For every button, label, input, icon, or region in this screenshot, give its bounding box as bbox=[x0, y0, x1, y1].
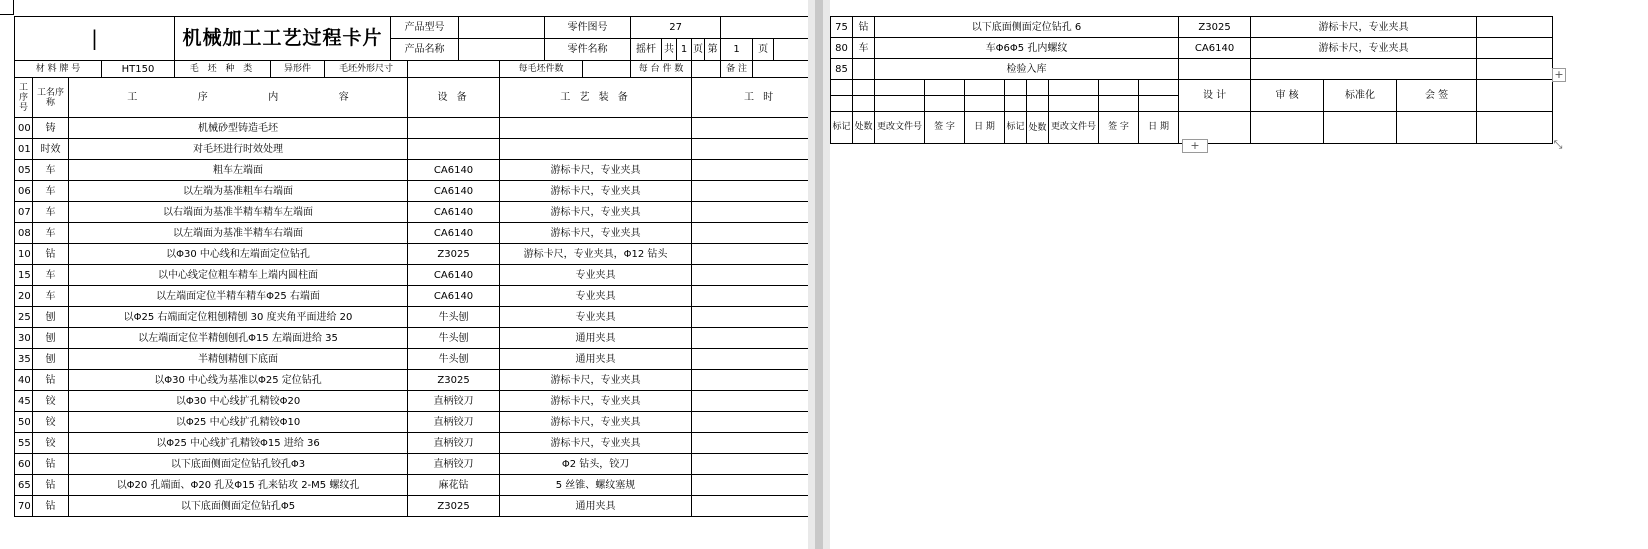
operation-equipment[interactable]: Z3025 bbox=[408, 244, 500, 265]
revision-cell[interactable] bbox=[1005, 80, 1027, 96]
revision-mark-header: 标记 bbox=[831, 112, 853, 144]
countersign-sign-cell[interactable] bbox=[1397, 112, 1477, 144]
revision-count-header: 处数 bbox=[853, 112, 875, 144]
countersign-label: 会 签 bbox=[1397, 80, 1477, 112]
operation-no[interactable]: 65 bbox=[15, 475, 33, 496]
revision-cell[interactable] bbox=[1005, 96, 1027, 112]
revision-cell[interactable] bbox=[1099, 80, 1139, 96]
standardize-label: 标准化 bbox=[1324, 80, 1397, 112]
product-name-label: 产品名称 bbox=[391, 39, 459, 61]
gutter-bar bbox=[815, 0, 823, 549]
op-name-header: 工名序称 bbox=[33, 78, 69, 118]
design-label: 设 计 bbox=[1179, 80, 1251, 112]
operation-no[interactable]: 60 bbox=[15, 454, 33, 475]
card-title: 机械加工工艺过程卡片 bbox=[175, 17, 391, 61]
revision-count-header: 处数 bbox=[1027, 112, 1049, 144]
revision-sign-header: 签 字 bbox=[925, 112, 965, 144]
operation-name[interactable]: 铰 bbox=[33, 412, 69, 433]
operation-tooling[interactable]: 游标卡尺，专业夹具 bbox=[500, 181, 692, 202]
operation-row bbox=[15, 223, 829, 244]
revision-sign-header: 签 字 bbox=[1099, 112, 1139, 144]
operation-row bbox=[831, 59, 1553, 80]
part-name-value[interactable]: 摇杆 bbox=[631, 39, 662, 61]
pieces-per-unit-label: 每 台 件 数 bbox=[631, 61, 692, 78]
product-model-label: 产品型号 bbox=[391, 17, 459, 39]
operation-name[interactable]: 钻 bbox=[33, 454, 69, 475]
operation-tooling[interactable]: 专业夹具 bbox=[500, 286, 692, 307]
operation-row bbox=[15, 475, 829, 496]
blank-type-value[interactable]: 异形件 bbox=[271, 61, 325, 78]
document-page-1 bbox=[0, 0, 808, 549]
operation-equipment[interactable]: 直柄铰刀 bbox=[408, 391, 500, 412]
process-card-continuation-table bbox=[830, 16, 1553, 144]
revision-cell[interactable] bbox=[853, 80, 875, 96]
operation-name[interactable]: 车 bbox=[853, 38, 875, 59]
operation-equipment[interactable]: Z3025 bbox=[1179, 17, 1251, 38]
material-label: 材 料 牌 号 bbox=[15, 61, 102, 78]
operation-row bbox=[15, 265, 829, 286]
revision-cell[interactable] bbox=[925, 80, 965, 96]
operation-equipment[interactable] bbox=[408, 139, 500, 160]
operation-equipment[interactable] bbox=[1179, 59, 1251, 80]
operation-tooling[interactable]: 通用夹具 bbox=[500, 496, 692, 517]
operation-name[interactable]: 时效 bbox=[33, 139, 69, 160]
operation-no[interactable]: 01 bbox=[15, 139, 33, 160]
revision-date-header: 日 期 bbox=[965, 112, 1005, 144]
operation-tooling[interactable]: 游标卡尺，专业夹具，Φ12 钻头 bbox=[500, 244, 692, 265]
revision-cell[interactable] bbox=[831, 96, 853, 112]
operation-tooling[interactable]: 5 丝锥、螺纹塞规 bbox=[500, 475, 692, 496]
page-unit: 页 bbox=[692, 39, 705, 61]
pieces-per-blank-label: 每毛坯件数 bbox=[500, 61, 583, 78]
revision-cell[interactable] bbox=[1027, 80, 1049, 96]
operation-tooling[interactable]: 游标卡尺，专业夹具 bbox=[500, 160, 692, 181]
operation-no[interactable]: 06 bbox=[15, 181, 33, 202]
revision-cell[interactable] bbox=[965, 96, 1005, 112]
revision-cell[interactable] bbox=[1049, 96, 1099, 112]
content-header-char: 内 bbox=[268, 92, 279, 103]
standardize-sign-cell[interactable] bbox=[1324, 112, 1397, 144]
tooling-header: 工 艺 装 备 bbox=[500, 78, 692, 118]
process-card-table bbox=[14, 16, 829, 517]
operation-row bbox=[15, 139, 829, 160]
operation-content[interactable]: 以Φ25 中心线扩孔精铰Φ15 进给 36 bbox=[69, 433, 408, 454]
operation-equipment[interactable]: CA6140 bbox=[408, 223, 500, 244]
operation-equipment[interactable]: 直柄铰刀 bbox=[408, 412, 500, 433]
operation-content[interactable]: 以下底面侧面定位钻孔 6 bbox=[875, 17, 1179, 38]
operation-name[interactable]: 刨 bbox=[33, 328, 69, 349]
operation-no[interactable]: 25 bbox=[15, 307, 33, 328]
remarks-label: 备 注 bbox=[721, 61, 753, 78]
operation-name[interactable]: 车 bbox=[33, 160, 69, 181]
operation-tooling[interactable]: 通用夹具 bbox=[500, 349, 692, 370]
operation-tooling[interactable]: 游标卡尺，专业夹具 bbox=[500, 202, 692, 223]
operation-tooling[interactable]: 游标卡尺，专业夹具 bbox=[500, 412, 692, 433]
operation-no[interactable]: 55 bbox=[15, 433, 33, 454]
review-sign-cell[interactable] bbox=[1251, 112, 1324, 144]
revision-cell[interactable] bbox=[965, 80, 1005, 96]
operation-tooling[interactable]: 游标卡尺，专业夹具 bbox=[1251, 17, 1477, 38]
operation-no[interactable]: 08 bbox=[15, 223, 33, 244]
operation-content[interactable]: 车Φ6Φ5 孔内螺纹 bbox=[875, 38, 1179, 59]
operation-no[interactable]: 07 bbox=[15, 202, 33, 223]
operation-row bbox=[15, 160, 829, 181]
operation-row bbox=[15, 286, 829, 307]
operation-content[interactable]: 以下底面侧面定位钻孔Φ5 bbox=[69, 496, 408, 517]
operation-no[interactable]: 45 bbox=[15, 391, 33, 412]
pieces-per-blank-value[interactable] bbox=[583, 61, 631, 78]
operation-tooling[interactable]: 通用夹具 bbox=[500, 328, 692, 349]
operation-no[interactable]: 10 bbox=[15, 244, 33, 265]
operation-tooling[interactable]: 游标卡尺，专业夹具 bbox=[500, 391, 692, 412]
signoff-blank bbox=[1477, 80, 1553, 112]
operation-equipment[interactable]: CA6140 bbox=[1179, 38, 1251, 59]
operation-no[interactable]: 75 bbox=[831, 17, 853, 38]
page-gutter bbox=[808, 0, 830, 549]
operation-no[interactable]: 40 bbox=[15, 370, 33, 391]
operation-content[interactable]: 半精刨精刨下底面 bbox=[69, 349, 408, 370]
operation-equipment[interactable]: 牛头刨 bbox=[408, 349, 500, 370]
operation-row bbox=[15, 454, 829, 475]
operation-row bbox=[15, 118, 829, 139]
operation-content[interactable]: 以左端为基准粗车右端面 bbox=[69, 181, 408, 202]
part-name-label: 零件名称 bbox=[545, 39, 631, 61]
current-page-value[interactable]: 1 bbox=[721, 39, 753, 61]
operations-continuation-body bbox=[831, 17, 1553, 80]
content-header-char: 序 bbox=[197, 92, 208, 103]
operation-content[interactable]: 以Φ30 中心线和左端面定位钻孔 bbox=[69, 244, 408, 265]
operation-name[interactable]: 车 bbox=[33, 265, 69, 286]
operation-row bbox=[15, 349, 829, 370]
operation-content[interactable]: 以Φ30 中心线为基准以Φ25 定位钻孔 bbox=[69, 370, 408, 391]
revision-cell[interactable] bbox=[1027, 96, 1049, 112]
operation-content[interactable]: 以Φ30 中心线扩孔精铰Φ20 bbox=[69, 391, 408, 412]
content-header-char: 工 bbox=[127, 92, 138, 103]
operation-time[interactable] bbox=[1477, 38, 1553, 59]
revision-cell[interactable] bbox=[1139, 96, 1179, 112]
operation-tooling[interactable]: 游标卡尺，专业夹具 bbox=[500, 370, 692, 391]
operation-tooling[interactable] bbox=[500, 118, 692, 139]
operation-equipment[interactable]: 牛头刨 bbox=[408, 307, 500, 328]
operation-name[interactable]: 钻 bbox=[33, 244, 69, 265]
operation-equipment[interactable]: CA6140 bbox=[408, 181, 500, 202]
operation-content[interactable]: 以下底面侧面定位钻孔铰孔Φ3 bbox=[69, 454, 408, 475]
revision-date-header: 日 期 bbox=[1139, 112, 1179, 144]
add-row-button[interactable]: + bbox=[1182, 139, 1208, 153]
part-drawing-no-value[interactable]: 27 bbox=[631, 17, 721, 39]
blank-type-label: 毛 坯 种 类 bbox=[175, 61, 271, 78]
page-unit: 页 bbox=[753, 39, 774, 61]
operation-name[interactable]: 钻 bbox=[33, 370, 69, 391]
operation-name[interactable]: 钻 bbox=[33, 475, 69, 496]
content-header-char: 容 bbox=[338, 92, 349, 103]
operation-content[interactable]: 以中心线定位粗车精车上端内圆柱面 bbox=[69, 265, 408, 286]
operation-content[interactable]: 以左端面定位半精刨刨孔Φ15 左端面进给 35 bbox=[69, 328, 408, 349]
operation-row bbox=[831, 38, 1553, 59]
operation-tooling[interactable] bbox=[500, 139, 692, 160]
operation-tooling[interactable]: 游标卡尺，专业夹具 bbox=[500, 223, 692, 244]
revision-cell[interactable] bbox=[1139, 80, 1179, 96]
product-name-value[interactable] bbox=[459, 39, 545, 61]
operation-row bbox=[15, 496, 829, 517]
revision-mark-header: 标记 bbox=[1005, 112, 1027, 144]
part-drawing-no-label: 零件图号 bbox=[545, 17, 631, 39]
total-pages-value[interactable]: 1 bbox=[677, 39, 692, 61]
operation-name[interactable]: 铰 bbox=[33, 391, 69, 412]
operation-row bbox=[15, 244, 829, 265]
operation-name[interactable] bbox=[853, 59, 875, 80]
blank-size-label: 毛坯外形尺寸 bbox=[325, 61, 408, 78]
revision-cell[interactable] bbox=[1049, 80, 1099, 96]
current-page-label: 第 bbox=[705, 39, 721, 61]
operation-no[interactable]: 85 bbox=[831, 59, 853, 80]
revision-cell[interactable] bbox=[1099, 96, 1139, 112]
operation-no[interactable]: 80 bbox=[831, 38, 853, 59]
operation-tooling[interactable]: 专业夹具 bbox=[500, 307, 692, 328]
operation-equipment[interactable] bbox=[408, 118, 500, 139]
operation-row bbox=[15, 202, 829, 223]
pieces-per-unit-value[interactable] bbox=[692, 61, 721, 78]
operation-equipment[interactable]: 牛头刨 bbox=[408, 328, 500, 349]
operation-content[interactable]: 以左端面定位半精车精车Φ25 右端面 bbox=[69, 286, 408, 307]
total-pages-label: 共 bbox=[662, 39, 677, 61]
operation-row bbox=[15, 181, 829, 202]
operation-content[interactable]: 机械砂型铸造毛坯 bbox=[69, 118, 408, 139]
review-label: 审 核 bbox=[1251, 80, 1324, 112]
operation-time[interactable] bbox=[1477, 17, 1553, 38]
operation-tooling[interactable]: 游标卡尺，专业夹具 bbox=[500, 433, 692, 454]
operation-name[interactable]: 铰 bbox=[33, 433, 69, 454]
operation-content[interactable]: 以右端面为基准半精车精车左端面 bbox=[69, 202, 408, 223]
operation-time[interactable] bbox=[1477, 59, 1553, 80]
operation-no[interactable]: 05 bbox=[15, 160, 33, 181]
material-value[interactable]: HT150 bbox=[102, 61, 175, 78]
revision-cell[interactable] bbox=[875, 80, 925, 96]
operation-equipment[interactable]: 直柄铰刀 bbox=[408, 454, 500, 475]
operation-equipment[interactable]: CA6140 bbox=[408, 202, 500, 223]
operation-name[interactable]: 车 bbox=[33, 181, 69, 202]
operation-tooling[interactable]: 游标卡尺，专业夹具 bbox=[1251, 38, 1477, 59]
operation-content[interactable]: 以左端面为基准半精车右端面 bbox=[69, 223, 408, 244]
operation-equipment[interactable]: Z3025 bbox=[408, 496, 500, 517]
revision-docno-header: 更改文件号 bbox=[1049, 112, 1099, 144]
operation-name[interactable]: 车 bbox=[33, 223, 69, 244]
operation-equipment[interactable]: 麻花钻 bbox=[408, 475, 500, 496]
operation-equipment[interactable]: 直柄铰刀 bbox=[408, 433, 500, 454]
operation-name[interactable]: 刨 bbox=[33, 349, 69, 370]
operation-no[interactable]: 50 bbox=[15, 412, 33, 433]
operation-tooling[interactable] bbox=[1251, 59, 1477, 80]
content-header bbox=[69, 78, 408, 118]
operations-body bbox=[15, 118, 829, 517]
operation-content[interactable]: 粗车左端面 bbox=[69, 160, 408, 181]
operation-row bbox=[15, 412, 829, 433]
operation-name[interactable]: 刨 bbox=[33, 307, 69, 328]
operation-content[interactable]: 以Φ20 孔端面、Φ20 孔及Φ15 孔来钻攻 2-M5 螺纹孔 bbox=[69, 475, 408, 496]
operation-tooling[interactable]: 专业夹具 bbox=[500, 265, 692, 286]
operation-name[interactable]: 钻 bbox=[853, 17, 875, 38]
operation-name[interactable]: 钻 bbox=[33, 496, 69, 517]
operation-row bbox=[15, 307, 829, 328]
operation-content[interactable]: 以Φ25 右端面定位粗刨精刨 30 度夹角平面进给 20 bbox=[69, 307, 408, 328]
operation-no[interactable]: 35 bbox=[15, 349, 33, 370]
equipment-header: 设 备 bbox=[408, 78, 500, 118]
operation-name[interactable]: 车 bbox=[33, 286, 69, 307]
revision-cell[interactable] bbox=[925, 96, 965, 112]
operation-equipment[interactable]: Z3025 bbox=[408, 370, 500, 391]
operation-row bbox=[831, 17, 1553, 38]
signoff-blank bbox=[1477, 112, 1553, 144]
operation-equipment[interactable]: CA6140 bbox=[408, 265, 500, 286]
blank-size-value[interactable] bbox=[408, 61, 500, 78]
operation-no[interactable]: 00 bbox=[15, 118, 33, 139]
time-header: 工 时 bbox=[692, 78, 829, 118]
revision-cell[interactable] bbox=[831, 80, 853, 96]
operation-tooling[interactable]: Φ2 钻头，铰刀 bbox=[500, 454, 692, 475]
operation-no[interactable]: 30 bbox=[15, 328, 33, 349]
add-column-button[interactable]: + bbox=[1552, 68, 1566, 82]
operation-row bbox=[15, 370, 829, 391]
operation-content[interactable]: 对毛坯进行时效处理 bbox=[69, 139, 408, 160]
seq-header: 工序号 bbox=[15, 78, 33, 118]
operation-name[interactable]: 铸 bbox=[33, 118, 69, 139]
document-page-2 bbox=[830, 0, 1648, 549]
operation-row bbox=[15, 391, 829, 412]
page-corner-mark bbox=[13, 0, 14, 14]
revision-cell[interactable] bbox=[853, 96, 875, 112]
operation-equipment[interactable]: CA6140 bbox=[408, 286, 500, 307]
operation-content[interactable]: 以Φ25 中心线扩孔精铰Φ10 bbox=[69, 412, 408, 433]
operation-no[interactable]: 70 bbox=[15, 496, 33, 517]
operation-no[interactable]: 15 bbox=[15, 265, 33, 286]
operation-row bbox=[15, 328, 829, 349]
operation-name[interactable]: 车 bbox=[33, 202, 69, 223]
revision-cell[interactable] bbox=[875, 96, 925, 112]
title-mark: | bbox=[15, 17, 175, 61]
product-model-value[interactable] bbox=[459, 17, 545, 39]
operation-content[interactable]: 检验入库 bbox=[875, 59, 1179, 80]
page-corner-mark bbox=[0, 14, 14, 15]
operation-no[interactable]: 20 bbox=[15, 286, 33, 307]
revision-docno-header: 更改文件号 bbox=[875, 112, 925, 144]
table-resize-handle[interactable]: ⤡ bbox=[1553, 138, 1563, 151]
operation-row bbox=[15, 433, 829, 454]
operation-equipment[interactable]: CA6140 bbox=[408, 160, 500, 181]
